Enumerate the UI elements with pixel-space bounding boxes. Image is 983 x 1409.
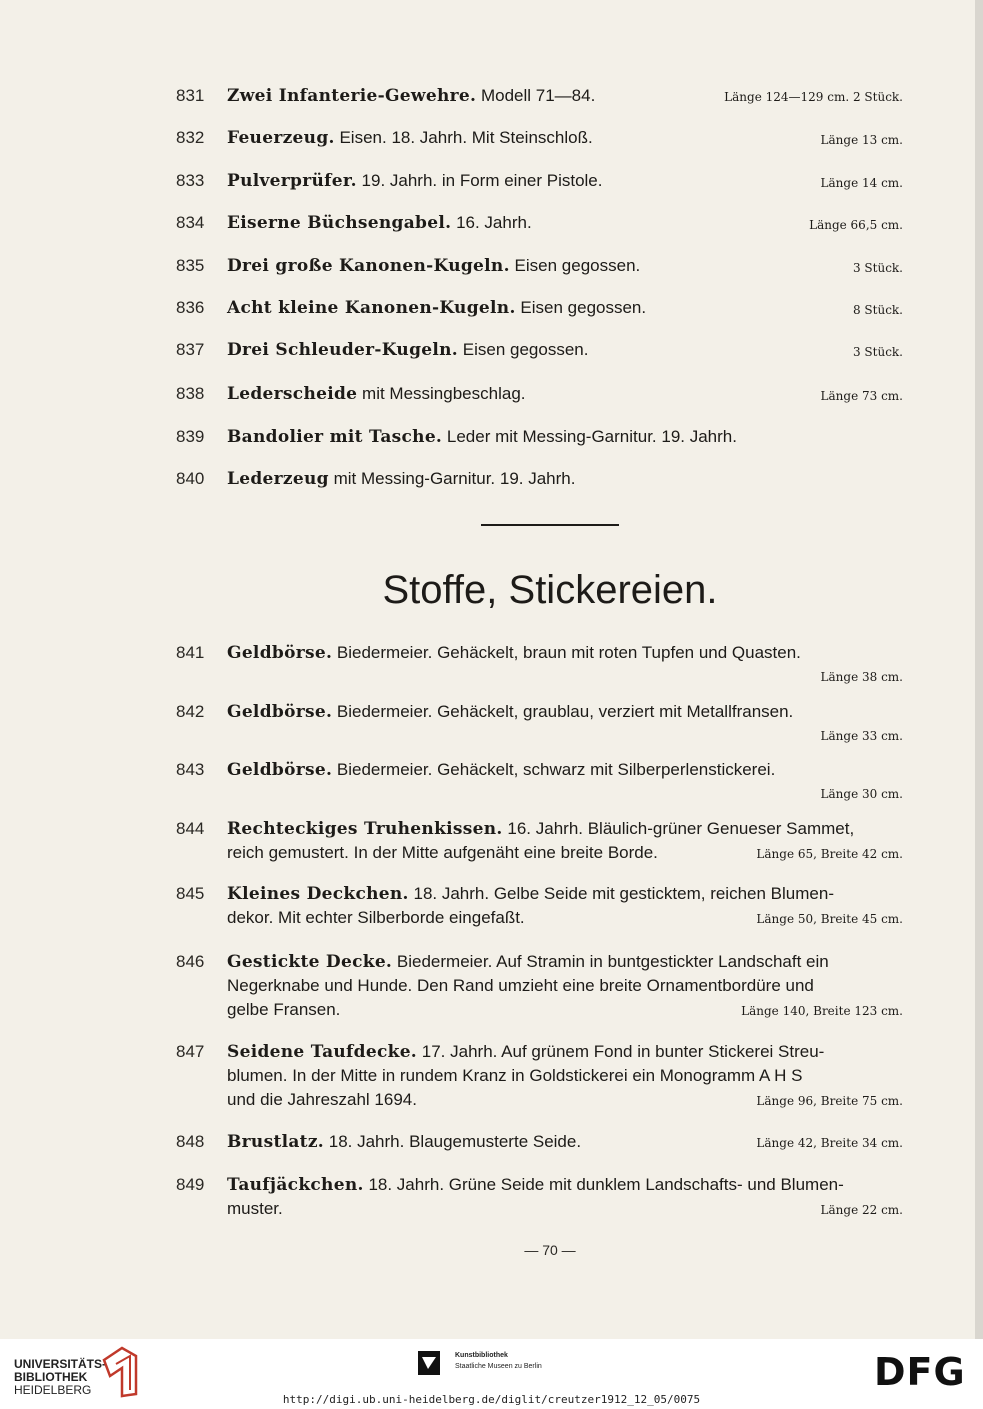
page-number: — 70 — [524, 1242, 576, 1258]
entry-text [227, 702, 915, 722]
entry-description: Leder mit Messing-Garnitur. 19. Jahrh. [446, 427, 737, 446]
entry-description: Modell 71—84. [480, 86, 596, 105]
entry-number: 842 [176, 702, 205, 721]
entry-number: 843 [176, 760, 205, 779]
entry-text [227, 298, 915, 318]
entry-number: 833 [176, 171, 205, 190]
entry-title: Feuerzeug. [227, 128, 335, 148]
entry-text [227, 427, 915, 447]
source-url[interactable]: http://digi.ub.uni-heidelberg.de/diglit/creutzer1912_12_05/0075 [282, 1393, 701, 1406]
entry-text [227, 384, 915, 404]
entry-number: 840 [176, 469, 205, 488]
entry-continuation: Negerknabe und Hunde. Den Rand umzieht eine breite Ornamentbordüre und [227, 976, 814, 995]
ub-line-2: BIBLIOTHEK [14, 1370, 88, 1384]
entry-text [227, 1175, 915, 1195]
entry-number: 848 [176, 1132, 205, 1151]
ub-logo-icon [100, 1346, 140, 1398]
entry-measure: Länge 14 cm. [820, 176, 903, 190]
entry-description: 18. Jahrh. Blaugemusterte Seide. [328, 1132, 582, 1151]
entry-measure: Länge 42, Breite 34 cm. [756, 1136, 903, 1150]
entry-text [227, 256, 915, 276]
entry-description: mit Messingbeschlag. [362, 384, 526, 403]
entry-measure: Länge 22 cm. [820, 1203, 903, 1217]
entry-title: Geldbörse. [227, 760, 333, 780]
entry-title: Rechteckiges Truhenkissen. [227, 819, 503, 839]
entry-description: Biedermeier. Gehäckelt, graublau, verziert mit Metallfransen. [336, 702, 794, 721]
entry-title: Kleines Deckchen. [227, 884, 409, 904]
entry-continuation: dekor. Mit echter Silberborde eingefaßt. [227, 908, 525, 927]
section-heading: Stoffe, Stickereien. [382, 568, 718, 612]
entry-number: 846 [176, 952, 205, 971]
entry-text [227, 340, 915, 360]
entry-measure: Länge 33 cm. [820, 729, 903, 743]
entry-number: 835 [176, 256, 205, 275]
entry-continuation: und die Jahreszahl 1694. [227, 1090, 417, 1109]
entry-title: Gestickte Decke. [227, 952, 393, 972]
entry-measure: Länge 13 cm. [820, 133, 903, 147]
entry-text [227, 469, 915, 489]
entry-title: Brustlatz. [227, 1132, 325, 1152]
kunstbibliothek-logo-icon [418, 1351, 440, 1375]
entry-number: 845 [176, 884, 205, 903]
entry-continuation: reich gemustert. In der Mitte aufgenäht eine breite Borde. [227, 843, 658, 862]
entry-number: 844 [176, 819, 205, 838]
entry-text [227, 171, 915, 191]
entry-description: Eisen gegossen. [462, 340, 589, 359]
entry-description: Biedermeier. Gehäckelt, braun mit roten Tupfen und Quasten. [336, 643, 801, 662]
entry-description: Biedermeier. Gehäckelt, schwarz mit Silberperlenstickerei. [336, 760, 776, 779]
entry-continuation: gelbe Fransen. [227, 1000, 341, 1019]
ub-line-1: UNIVERSITÄTS- [14, 1357, 107, 1371]
entry-title: Acht kleine Kanonen-Kugeln. [227, 298, 516, 318]
entry-measure: Länge 50, Breite 45 cm. [756, 912, 903, 926]
entry-title: Drei Schleuder-Kugeln. [227, 340, 459, 360]
dfg-logo: DFG [874, 1350, 966, 1394]
entry-description: 16. Jahrh. Bläulich-grüner Genueser Sammet, [507, 819, 855, 838]
entry-measure: 3 Stück. [852, 345, 903, 359]
entry-description: Eisen gegossen. [514, 256, 641, 275]
entry-title: Zwei Infanterie-Gewehre. [227, 86, 477, 106]
entry-title: Drei große Kanonen-Kugeln. [227, 256, 510, 276]
section-divider [481, 524, 619, 526]
ub-line-3: HEIDELBERG [14, 1383, 92, 1397]
entry-measure: 8 Stück. [852, 303, 903, 317]
entry-continuation: blumen. In der Mitte in rundem Kranz in Goldstickerei ein Monogramm A H S [227, 1066, 803, 1085]
entry-description: mit Messing-Garnitur. 19. Jahrh. [333, 469, 576, 488]
entry-title: Geldbörse. [227, 702, 333, 722]
entry-measure: Länge 73 cm. [820, 389, 903, 403]
entry-text [227, 884, 915, 904]
entry-title: Seidene Taufdecke. [227, 1042, 418, 1062]
entry-measure: Länge 96, Breite 75 cm. [756, 1094, 903, 1108]
entry-number: 837 [176, 340, 205, 359]
entry-title: Eiserne Büchsengabel. [227, 213, 452, 233]
entry-number: 841 [176, 643, 205, 662]
entry-title: Geldbörse. [227, 643, 333, 663]
entry-description: Biedermeier. Auf Stramin in buntgestickter Landschaft ein [396, 952, 829, 971]
kunstbibliothek-label [455, 1350, 542, 1372]
entry-title: Bandolier mit Tasche. [227, 427, 443, 447]
entry-number: 832 [176, 128, 205, 147]
entry-title: Lederzeug [227, 469, 329, 489]
entry-text [227, 952, 915, 972]
entry-description: 17. Jahrh. Auf grünem Fond in bunter Stickerei Streu- [421, 1042, 825, 1061]
entry-measure: Länge 65, Breite 42 cm. [756, 847, 903, 861]
entry-description: 19. Jahrh. in Form einer Pistole. [361, 171, 603, 190]
entry-measure: Länge 38 cm. [820, 670, 903, 684]
entry-description: 16. Jahrh. [456, 213, 532, 232]
entry-measure: Länge 140, Breite 123 cm. [741, 1004, 903, 1018]
entry-number: 834 [176, 213, 205, 232]
entry-continuation: muster. [227, 1199, 283, 1218]
ub-heidelberg-label [14, 1358, 106, 1397]
entry-title: Pulverprüfer. [227, 171, 357, 191]
entry-title: Taufjäckchen. [227, 1175, 364, 1195]
entry-description: Eisen gegossen. [520, 298, 647, 317]
entry-title: Lederscheide [227, 384, 358, 404]
page-edge [975, 0, 983, 1339]
entry-number: 836 [176, 298, 205, 317]
entry-text [227, 819, 915, 839]
entry-number: 847 [176, 1042, 205, 1061]
entry-measure: Länge 124—129 cm. 2 Stück. [724, 90, 903, 104]
entry-measure: 3 Stück. [852, 261, 903, 275]
entry-text [227, 128, 915, 148]
entry-text [227, 1042, 915, 1062]
entry-description: 18. Jahrh. Grüne Seide mit dunklem Landschafts- und Blumen- [368, 1175, 844, 1194]
entry-number: 839 [176, 427, 205, 446]
entry-description: 18. Jahrh. Gelbe Seide mit gesticktem, reichen Blumen- [413, 884, 834, 903]
entry-text [227, 760, 915, 780]
entry-text [227, 643, 915, 663]
entry-number: 838 [176, 384, 205, 403]
entry-number: 849 [176, 1175, 205, 1194]
entry-description: Eisen. 18. Jahrh. Mit Steinschloß. [339, 128, 593, 147]
entry-measure: Länge 30 cm. [820, 787, 903, 801]
kb-line-1: Kunstbibliothek [455, 1352, 508, 1359]
entry-number: 831 [176, 86, 205, 105]
kb-line-2: Staatliche Museen zu Berlin [455, 1363, 542, 1370]
entry-measure: Länge 66,5 cm. [809, 218, 903, 232]
